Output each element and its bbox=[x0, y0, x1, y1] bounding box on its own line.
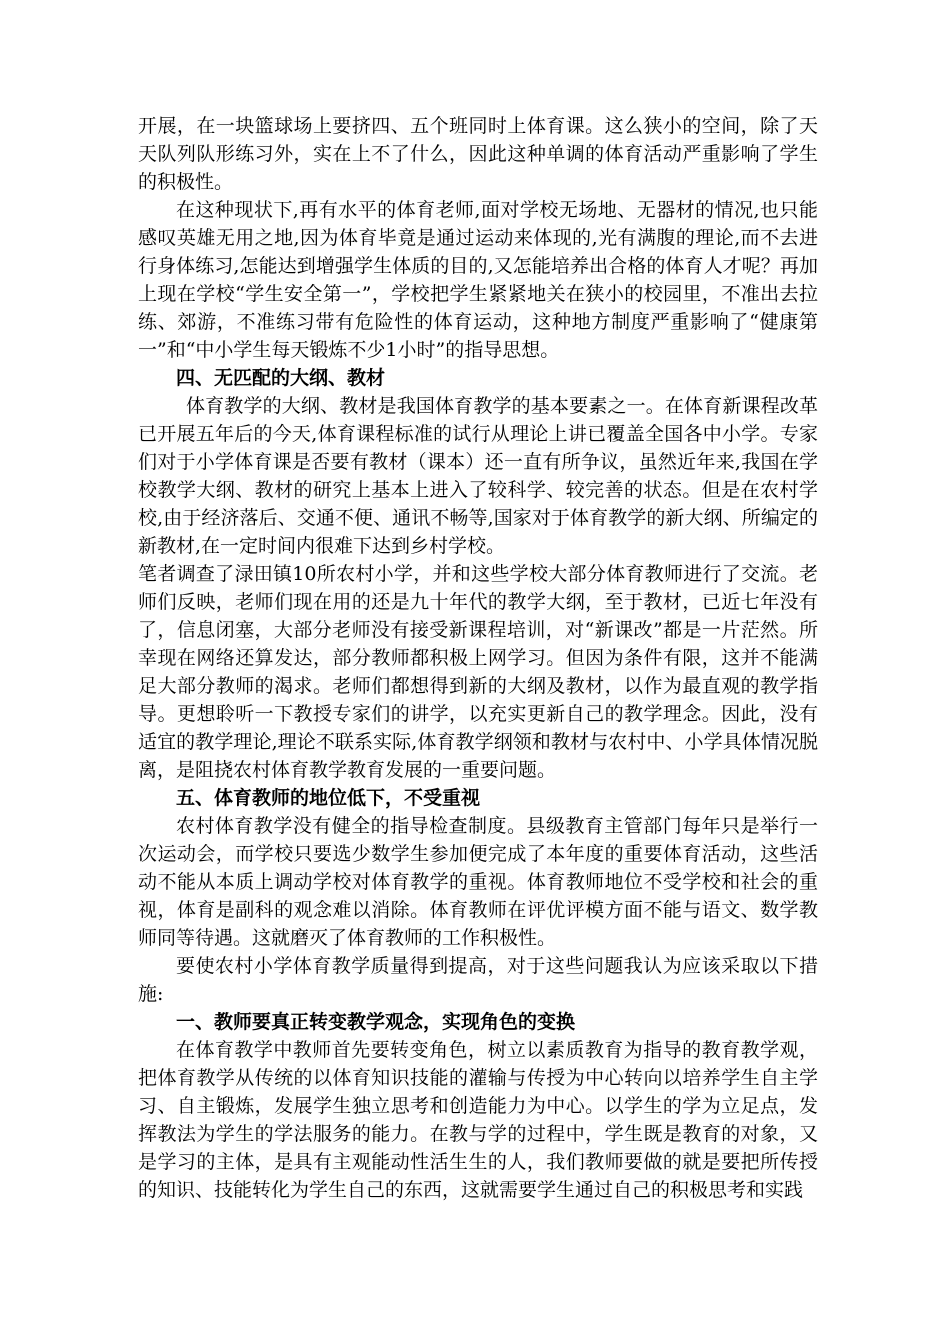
section-heading-four: 四、无匹配的大纲、教材 bbox=[176, 367, 386, 389]
paragraph-survey: 笔者调查了渌田镇10所农村小学，并和这些学校大部分体育教师进行了交流。老师们反映，老师们现在用的还是九十年代的教学大纲，至于教材，已近七年没有了，信息闭塞，大部分老师没有接受新课程培训，对“新课改”都是一片茫然。所幸现在网络还算发达，部分教师都积极上网学习。但因为条件有限，这并不能满足大部分教师的渴求。老师们都想得到新的大纲及教材，以作为最直观的教学指导。更想聆听一下教授专家们的讲学，以充实更新自己的教学理念。因此，没有适宜的教学理论,理论不联系实际,体育教学纲领和教材与农村中、小学具体情况脱离，是阻挠农村体育教学教育发展的一重要问题。 bbox=[138, 563, 818, 781]
document-body bbox=[138, 112, 818, 1204]
section-heading-five: 五、体育教师的地位低下，不受重视 bbox=[176, 787, 481, 809]
paragraph-role-change: 在体育教学中教师首先要转变角色，树立以素质教育为指导的教育教学观，把体育教学从传统的以体育知识技能的灌输与传授为中心转向以培养学生自主学习、自主锻炼，发展学生独立思考和创造能力为中心。以学生的学为立足点，发挥教法为学生的学法服务的能力。在教与学的过程中，学生既是教育的对象，又是学习的主体，是具有主观能动性活生生的人，我们教师要做的就是要把所传授的知识、技能转化为学生自己的东西，这就需要学生通过自己的积极思考和实践 bbox=[138, 1039, 818, 1201]
paragraph-syllabus: 体育教学的大纲、教材是我国体育教学的基本要素之一。在体育新课程改革已开展五年后的今天,体育课程标准的试行从理论上讲已覆盖全国各中小学。专家们对于小学体育课是否要有教材（课本）还一直有所争议，虽然近年来,我国在学校教学大纲、教材的研究上基本上进入了较科学、较完善的状态。但是在农村学校,由于经济落后、交通不便、通讯不畅等,国家对于体育教学的新大纲、所编定的新教材,在一定时间内很难下达到乡村学校。 bbox=[138, 395, 818, 557]
paragraph-teacher-status: 农村体育教学没有健全的指导检查制度。县级教育主管部门每年只是举行一次运动会，而学校只要选少数学生参加便完成了本年度的重要体育活动，这些活动不能从本质上调动学校对体育教学的重视。体育教师地位不受学校和社会的重视，体育是副科的观念难以消除。体育教师在评优评模方面不能与语文、数学教师同等待遇。这就磨灭了体育教师的工作积极性。 bbox=[138, 815, 818, 949]
section-heading-one: 一、教师要真正转变教学观念，实现角色的变换 bbox=[176, 1011, 576, 1033]
paragraph-measures-intro: 要使农村小学体育教学质量得到提高，对于这些问题我认为应该采取以下措施: bbox=[138, 955, 818, 1005]
paragraph-sports-field: 开展，在一块篮球场上要挤四、五个班同时上体育课。这么狭小的空间，除了天天队列队形练习外，实在上不了什么，因此这种单调的体育活动严重影响了学生的积极性。 bbox=[138, 115, 818, 193]
paragraph-current-situation: 在这种现状下,再有水平的体育老师,面对学校无场地、无器材的情况,也只能感叹英雄无用之地,因为体育毕竟是通过运动来体现的,光有满腹的理论,而不去进行身体练习,怎能达到增强学生体质的目的,又怎能培养出合格的体育人才呢？再加上现在学校“学生安全第一”，学校把学生紧紧地关在狭小的校园里，不准出去拉练、郊游，不准练习带有危险性的体育运动，这种地方制度严重影响了“健康第一”和“中小学生每天锻炼不少1小时”的指导思想。 bbox=[138, 199, 818, 361]
